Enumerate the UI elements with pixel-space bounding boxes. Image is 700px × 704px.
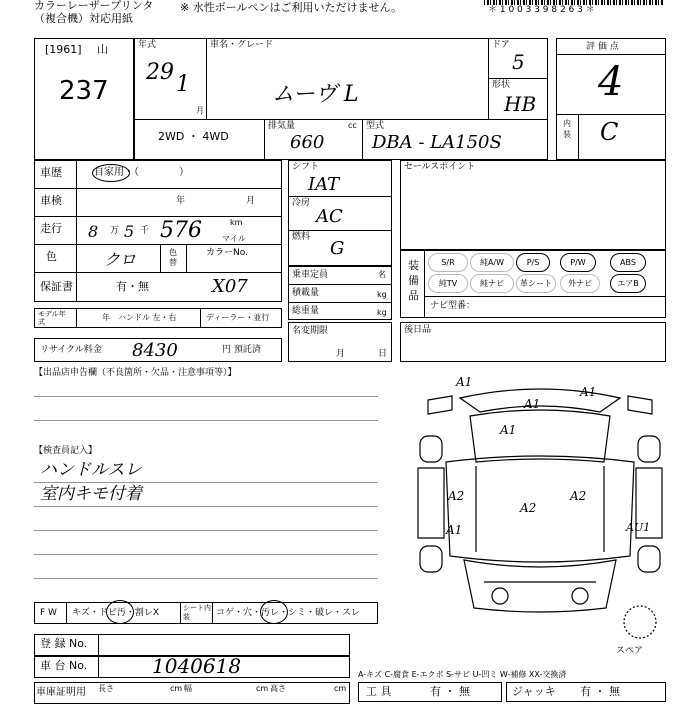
history-label: 車歴: [40, 166, 62, 179]
private-use-circle: [92, 164, 130, 182]
displacement-unit: cc: [348, 121, 357, 130]
color-value: クロ: [104, 250, 137, 269]
mark-7: A2: [570, 489, 587, 503]
dealer-label: ディーラー・並行: [206, 313, 270, 322]
inspection-year-unit: 年: [176, 196, 186, 206]
equip-ext-navi: 外ナビ: [560, 274, 600, 293]
recycle-label: リサイクル料金: [40, 345, 102, 355]
doors-value: 5: [512, 50, 525, 74]
equip-ps: P/S: [516, 253, 550, 272]
inspection-label: 車検: [40, 194, 62, 207]
mileage-unit-mile: マイル: [222, 234, 246, 243]
mileage-unit-km: km: [230, 218, 243, 227]
type-value: DBA - LA150S: [372, 132, 502, 153]
model-value: ムーヴ L: [272, 82, 359, 107]
dirt-circle: [106, 600, 134, 624]
tools-label: 工 具: [366, 685, 392, 698]
recycle-value: 8430: [132, 340, 178, 361]
equip-airbag: エアB: [610, 274, 646, 293]
equip-sunroof: S/R: [428, 253, 468, 272]
era-year: 29: [146, 60, 174, 85]
printer-note: カラーレーザープリンタ: [34, 0, 154, 12]
handle-label: ハンドル 左・右: [118, 313, 177, 322]
fuel-label: 燃料: [292, 232, 311, 242]
warranty-label: 保証書: [40, 280, 73, 293]
reg-month: 1: [176, 72, 190, 97]
year-label: 年式: [138, 40, 157, 50]
recycle-unit: 円 預託済: [222, 345, 261, 355]
inspection-month-unit: 月: [246, 196, 256, 206]
aircon-value: AC: [316, 206, 343, 227]
name-change-month: 月: [336, 349, 346, 359]
mileage-label: 走行: [40, 222, 62, 235]
repaint-label: 色替: [169, 248, 177, 267]
tools-value: 有 ・ 無: [430, 685, 470, 698]
sales-point-box: [400, 160, 666, 250]
type-label: 型式: [366, 121, 385, 131]
certificate-height: 高さ: [270, 684, 286, 693]
inspector-note-2: 室内キモ付着: [40, 484, 142, 504]
chassis-label: 車 台 No.: [40, 659, 88, 672]
lot-suffix: 山: [97, 43, 108, 56]
equip-abs: ABS: [610, 253, 646, 272]
model-year-label: モデル年式: [38, 310, 66, 326]
color-no-label: カラーNo.: [206, 248, 248, 258]
mileage-sen: 5: [124, 222, 135, 241]
shape-label: 形状: [492, 80, 511, 90]
equipment-label: 装備品: [408, 259, 419, 302]
inspector-label: 【検査員記入】: [34, 446, 98, 456]
month-unit: 月: [196, 106, 204, 115]
interior-value: C: [600, 118, 619, 146]
equip-navi: 純ナビ: [470, 274, 514, 293]
certificate-length: 長さ: [98, 684, 114, 693]
capacity-unit-seats: 名: [378, 270, 386, 279]
seller-notes-label: 【出品店申告欄（不良箇所・欠品・注意事項等）】: [34, 368, 237, 378]
name-change-label: 名変期限: [292, 326, 329, 336]
capacity-unit-load: kg: [377, 290, 387, 299]
fw-condition: キズ・ドビ汚・割レX: [72, 608, 159, 618]
color-no-value: X07: [212, 276, 248, 297]
equip-alloy: 純A/W: [470, 253, 514, 272]
paper-note: （複合機）対応用紙: [34, 12, 133, 25]
aircon-label: 冷房: [292, 198, 311, 208]
fw-label: F W: [40, 608, 57, 618]
capacity-unit-gross: kg: [377, 308, 387, 317]
capacity-label-seats: 乗車定員: [292, 270, 329, 280]
score-value: 4: [598, 59, 624, 105]
pen-notice: ※ 水性ボールペンはご利用いただけません。: [180, 1, 403, 14]
lot-number: 237: [59, 76, 109, 106]
barcode-digits: ＊ 1 0 0 3 3 9 8 2 6 3 ＊: [488, 5, 595, 15]
mark-8: A1: [446, 523, 463, 537]
name-change-day: 日: [378, 349, 388, 359]
doors-label: ドア: [492, 40, 510, 50]
equip-pw: P/W: [560, 253, 596, 272]
certificate-length-unit: cm: [170, 684, 183, 693]
lot-box: [34, 38, 134, 160]
seat-label: シート内装: [183, 604, 211, 621]
damage-legend: A-キズ C-腐食 E-エクボ S-サビ U-凹ミ W-補修 XX-交換済: [358, 670, 567, 679]
dirt-circle-2: [260, 600, 288, 624]
mark-1: A1: [456, 375, 473, 389]
jack-label: ジャッキ: [512, 685, 556, 698]
car-damage-diagram: [400, 370, 680, 650]
mark-6: A2: [520, 501, 537, 515]
sales-point-label: セールスポイント: [404, 162, 476, 172]
later-items-box: [400, 322, 666, 362]
navi-model-label: ナビ型番：: [430, 301, 476, 311]
displacement-label: 排気量: [268, 121, 296, 131]
certificate-width-unit: cm: [256, 684, 269, 693]
mileage-sen-unit: 千: [140, 226, 150, 236]
inspector-note-1: ハンドルスレ: [40, 460, 142, 480]
shift-value: IAT: [308, 174, 340, 195]
later-items-label: 後日品: [404, 325, 432, 335]
shift-label: シフト: [292, 162, 320, 172]
registration-label: 登 録 No.: [40, 637, 88, 650]
model-year-unit: 年: [102, 313, 110, 322]
certificate-label: 車庫証明用: [36, 687, 86, 698]
mark-3: A1: [500, 423, 517, 437]
certificate-width: 幅: [184, 684, 192, 693]
jack-value: 有 ・ 無: [580, 685, 620, 698]
capacity-label-load: 積載量: [292, 288, 320, 298]
equip-tv: 純TV: [428, 274, 468, 293]
lot-code: [1961]: [45, 43, 82, 56]
capacity-label-gross: 総重量: [292, 306, 320, 316]
mileage-man: 8: [88, 222, 99, 241]
drive-label: 2WD ・ 4WD: [158, 130, 229, 143]
mark-5: A2: [448, 489, 465, 503]
mark-2: A1: [580, 385, 597, 399]
warranty-value: 有・無: [116, 280, 149, 293]
model-label: 車名・グレード: [210, 40, 274, 50]
mark-4: A1: [524, 397, 541, 411]
chassis-value: 1040618: [152, 654, 242, 678]
color-label: 色: [46, 250, 57, 263]
equip-leather: 革シート: [516, 274, 556, 293]
certificate-height-unit: cm: [334, 684, 347, 693]
interior-label: 内装: [563, 119, 571, 139]
history-value: 自家用・（ ）: [94, 167, 189, 178]
score-label: 評 価 点: [586, 42, 619, 52]
mileage-rest: 576: [160, 218, 202, 243]
mark-9: AU1: [626, 521, 651, 534]
seat-condition: コゲ・穴・汚レ・シミ・破レ・スレ: [216, 608, 361, 618]
mileage-man-unit: 万: [110, 226, 120, 236]
shape-value: HB: [504, 92, 537, 116]
displacement-value: 660: [290, 132, 325, 153]
fuel-value: G: [330, 238, 345, 259]
spare-label: スペア: [616, 646, 644, 656]
